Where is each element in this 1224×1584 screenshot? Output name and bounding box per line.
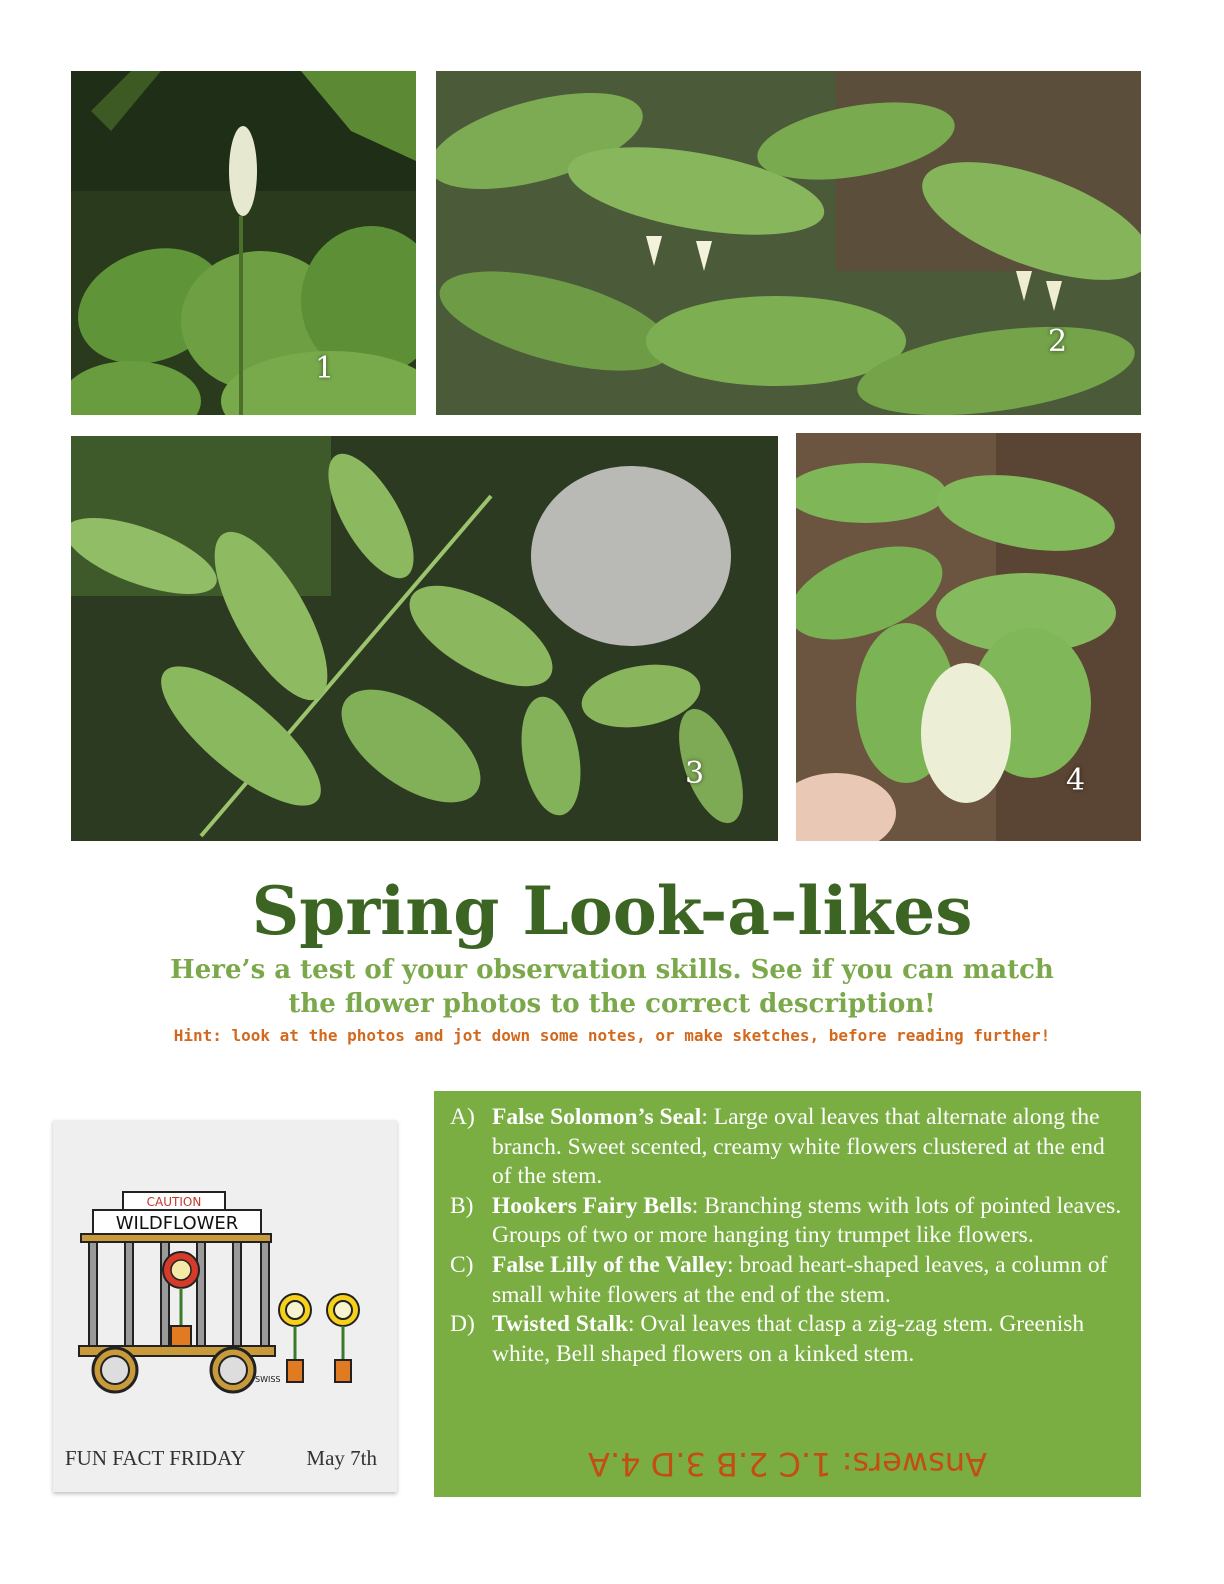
photo-number-3: 3 (685, 756, 705, 791)
photo-number-2: 2 (1048, 324, 1068, 359)
wildflower-sign-text: WILDFLOWER (115, 1213, 239, 1234)
caged-wildflower-illustration (53, 1120, 397, 1440)
fun-fact-poster (53, 1120, 397, 1492)
plant-name: Hookers Fairy Bells (492, 1192, 692, 1219)
page-title: Spring Look-a-likes (251, 872, 973, 950)
photo-number-1: 1 (315, 351, 335, 386)
plant-name: False Lilly of the Valley (492, 1251, 727, 1278)
photo-4 (796, 433, 1141, 841)
description-letter: B) (450, 1192, 474, 1219)
plant-description: : Oval leaves that clasp a zig-zag stem. Greenish white, Bell shaped flowers on a kinked stem. (492, 1311, 1085, 1367)
description-letter: A) (450, 1104, 475, 1130)
poster-date: May 7th (306, 1446, 377, 1470)
description-letter: D) (450, 1311, 475, 1338)
plant-name: False Solomon’s Seal (492, 1104, 702, 1130)
poster-footer (65, 1446, 377, 1471)
description-c (450, 1251, 1125, 1310)
upside-down-answers: Answers: 1.C 2.B 3.D 4.A (588, 1445, 987, 1483)
fun-fact-friday-label: FUN FACT FRIDAY (65, 1446, 246, 1470)
description-list (434, 1091, 1141, 1369)
plant-name: Twisted Stalk (492, 1311, 629, 1338)
descriptions-panel (434, 1091, 1141, 1497)
description-a (450, 1103, 1125, 1192)
subtitle-line-1: Here’s a test of your observation skills. See if you can match (170, 955, 1054, 985)
photo-2 (436, 71, 1141, 415)
photo-3 (71, 436, 778, 841)
hint-text: Hint: look at the photos and jot down some notes, or make sketches, before reading further! (173, 1026, 1051, 1045)
subtitle-line-2: the flower photos to the correct description! (288, 989, 936, 1019)
caution-sign-text: CAUTION (146, 1195, 202, 1209)
description-b (450, 1192, 1125, 1251)
subtitle (60, 953, 1164, 1021)
description-letter: C) (450, 1251, 474, 1278)
description-d (450, 1310, 1125, 1369)
photo-number-4: 4 (1066, 763, 1086, 798)
cartoon-signature: SWISS (255, 1375, 281, 1384)
plant-description: : Large oval leaves that alternate along the branch. Sweet scented, creamy white flowers clustered at the end of the stem. (492, 1104, 1105, 1190)
photo-1 (71, 71, 416, 415)
plant-description: : Branching stems with lots of pointed leaves. Groups of two or more hanging tiny trumpet like flowers. (492, 1192, 1122, 1249)
plant-description: : broad heart-shaped leaves, a column of small white flowers at the end of the stem. (492, 1251, 1108, 1308)
